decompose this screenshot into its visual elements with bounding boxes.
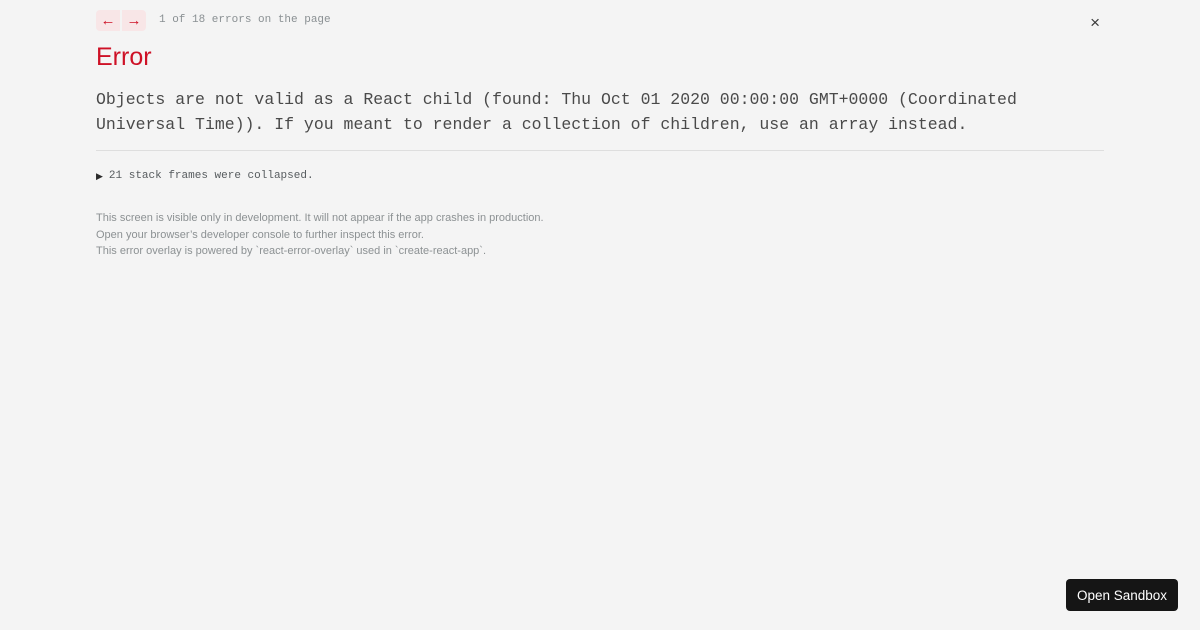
divider [96, 150, 1104, 151]
dev-notes [96, 210, 1104, 260]
dev-note-development-only: This screen is visible only in development. It will not appear if the app crashes in production. [96, 212, 544, 224]
right-arrow-icon: → [126, 11, 142, 29]
stack-frames-toggle[interactable] [96, 170, 314, 182]
close-overlay-button[interactable] [1090, 14, 1100, 31]
error-navigation-bar [96, 9, 1104, 31]
dev-note-console: Open your browser’s developer console to further inspect this error. [96, 228, 424, 241]
dev-note-powered-by: This error overlay is powered by `react-error-overlay` used in `create-react-app`. [96, 245, 487, 257]
error-message: Objects are not valid as a React child (found: Thu Oct 01 2020 00:00:00 GMT+0000 (Coordinated Universal Time)). If you meant to render a collection of children, use an array instead. [96, 90, 1027, 134]
next-error-button[interactable] [122, 10, 146, 31]
previous-error-button[interactable] [96, 10, 120, 31]
close-icon: × [1090, 13, 1100, 32]
error-counter: 1 of 18 errors on the page [159, 14, 331, 26]
error-title: Error [96, 43, 152, 71]
open-sandbox-button[interactable]: Open Sandbox [1066, 579, 1178, 611]
left-arrow-icon: ← [100, 11, 116, 29]
stack-frames-label: 21 stack frames were collapsed. [108, 170, 314, 182]
disclosure-triangle-icon: ▶ [96, 170, 103, 181]
